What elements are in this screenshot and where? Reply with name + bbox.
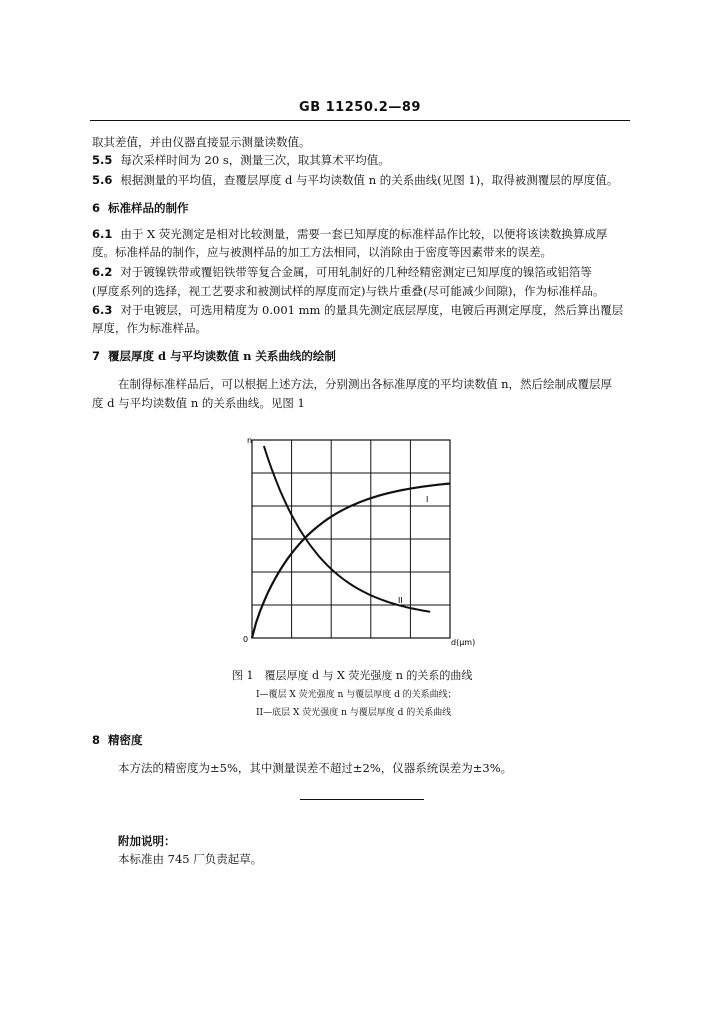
curve-i [252,484,450,638]
curve-label-ii: II [398,596,403,605]
clause-6-3-line-1 [92,302,632,318]
section-7-heading [92,348,632,364]
section-7-line-2: 度 d 与平均读数值 n 的关系曲线。见图 1 [92,396,305,410]
clause-number: 5.6 [92,173,113,187]
figure-1 [230,432,490,652]
clause-6-2-line-2: (厚度系列的选择，视工艺要求和被测试样的厚度而定)与铁片重叠(尽可能减少间隙)，作为标准样品。 [92,284,605,298]
note-title: 附加说明： [118,834,176,848]
note-text: 本标准由 745 厂负责起草。 [118,852,263,866]
section-6-heading [92,200,632,216]
clause-text: 由于 X 荧光测定是相对比较测量，需要一套已知厚度的标准样品作比较，以便将该读数换算成厚 [120,227,608,241]
curve-ii [264,446,430,612]
section-title: 覆层厚度 d 与平均读数值 n 关系曲线的绘制 [108,349,336,363]
clause-5-5 [92,152,632,168]
section-number: 8 [92,733,101,747]
x-axis-label: d(μm) [451,638,476,647]
clause-6-1-line-1 [92,226,632,242]
clause-number: 6.1 [92,227,113,241]
figure-plot [230,432,490,652]
plot-grid [252,440,450,638]
y-axis-label: n [247,436,253,445]
clause-number: 5.5 [92,153,113,167]
figure-legend-i: I—覆层 X 荧光强度 n 与覆层厚度 d 的关系曲线； [256,690,457,700]
section-7-line-1: 在制得标准样品后，可以根据上述方法，分别测出各标准厚度的平均读数值 n，然后绘制成覆层厚 [118,377,613,391]
section-number: 6 [92,201,101,215]
page-header: GB 11250.2—89 [299,100,421,115]
clause-6-1-line-2: 度。标准样品的制作，应与被测样品的加工方法相同，以消除由于密度等因素带来的误差。 [92,245,552,259]
header-rule [90,120,630,121]
clause-text: 每次采样时间为 20 s，测量三次，取其算术平均值。 [120,153,390,167]
clause-text: 对于电镀层，可选用精度为 0.001 mm 的量具先测定底层厚度，电镀后再测定厚度，然后算出覆层 [120,303,624,317]
section-title: 标准样品的制作 [108,201,189,215]
paragraph-continuation: 取其差值，并由仪器直接显示测量读数值。 [92,135,311,149]
clause-6-3-line-2: 厚度，作为标准样品。 [92,321,207,335]
clause-text: 对于镀镍铁带或覆铝铁带等复合金属，可用轧制好的几种经精密测定已知厚度的镍箔或铝箔等 [120,265,592,279]
clause-5-6 [92,172,632,188]
section-number: 7 [92,349,101,363]
clause-text: 根据测量的平均值，查覆层厚度 d 与平均读数值 n 的关系曲线(见图 1)，取得被测覆层的厚度值。 [120,173,619,187]
figure-legend-ii: II—底层 X 荧光强度 n 与覆层厚度 d 的关系曲线 [256,708,452,718]
origin-label: 0 [243,635,249,644]
separator-rule [300,799,424,800]
clause-6-2-line-1 [92,264,632,280]
figure-caption: 图 1 覆层厚度 d 与 X 荧光强度 n 的关系的曲线 [232,669,473,682]
section-8-heading [92,732,632,748]
curve-label-i: I [426,495,429,504]
clause-number: 6.2 [92,265,113,279]
clause-number: 6.3 [92,303,113,317]
section-8-text: 本方法的精密度为±5%，其中测量误差不超过±2%，仪器系统误差为±3%。 [118,761,513,775]
section-title: 精密度 [108,733,143,747]
